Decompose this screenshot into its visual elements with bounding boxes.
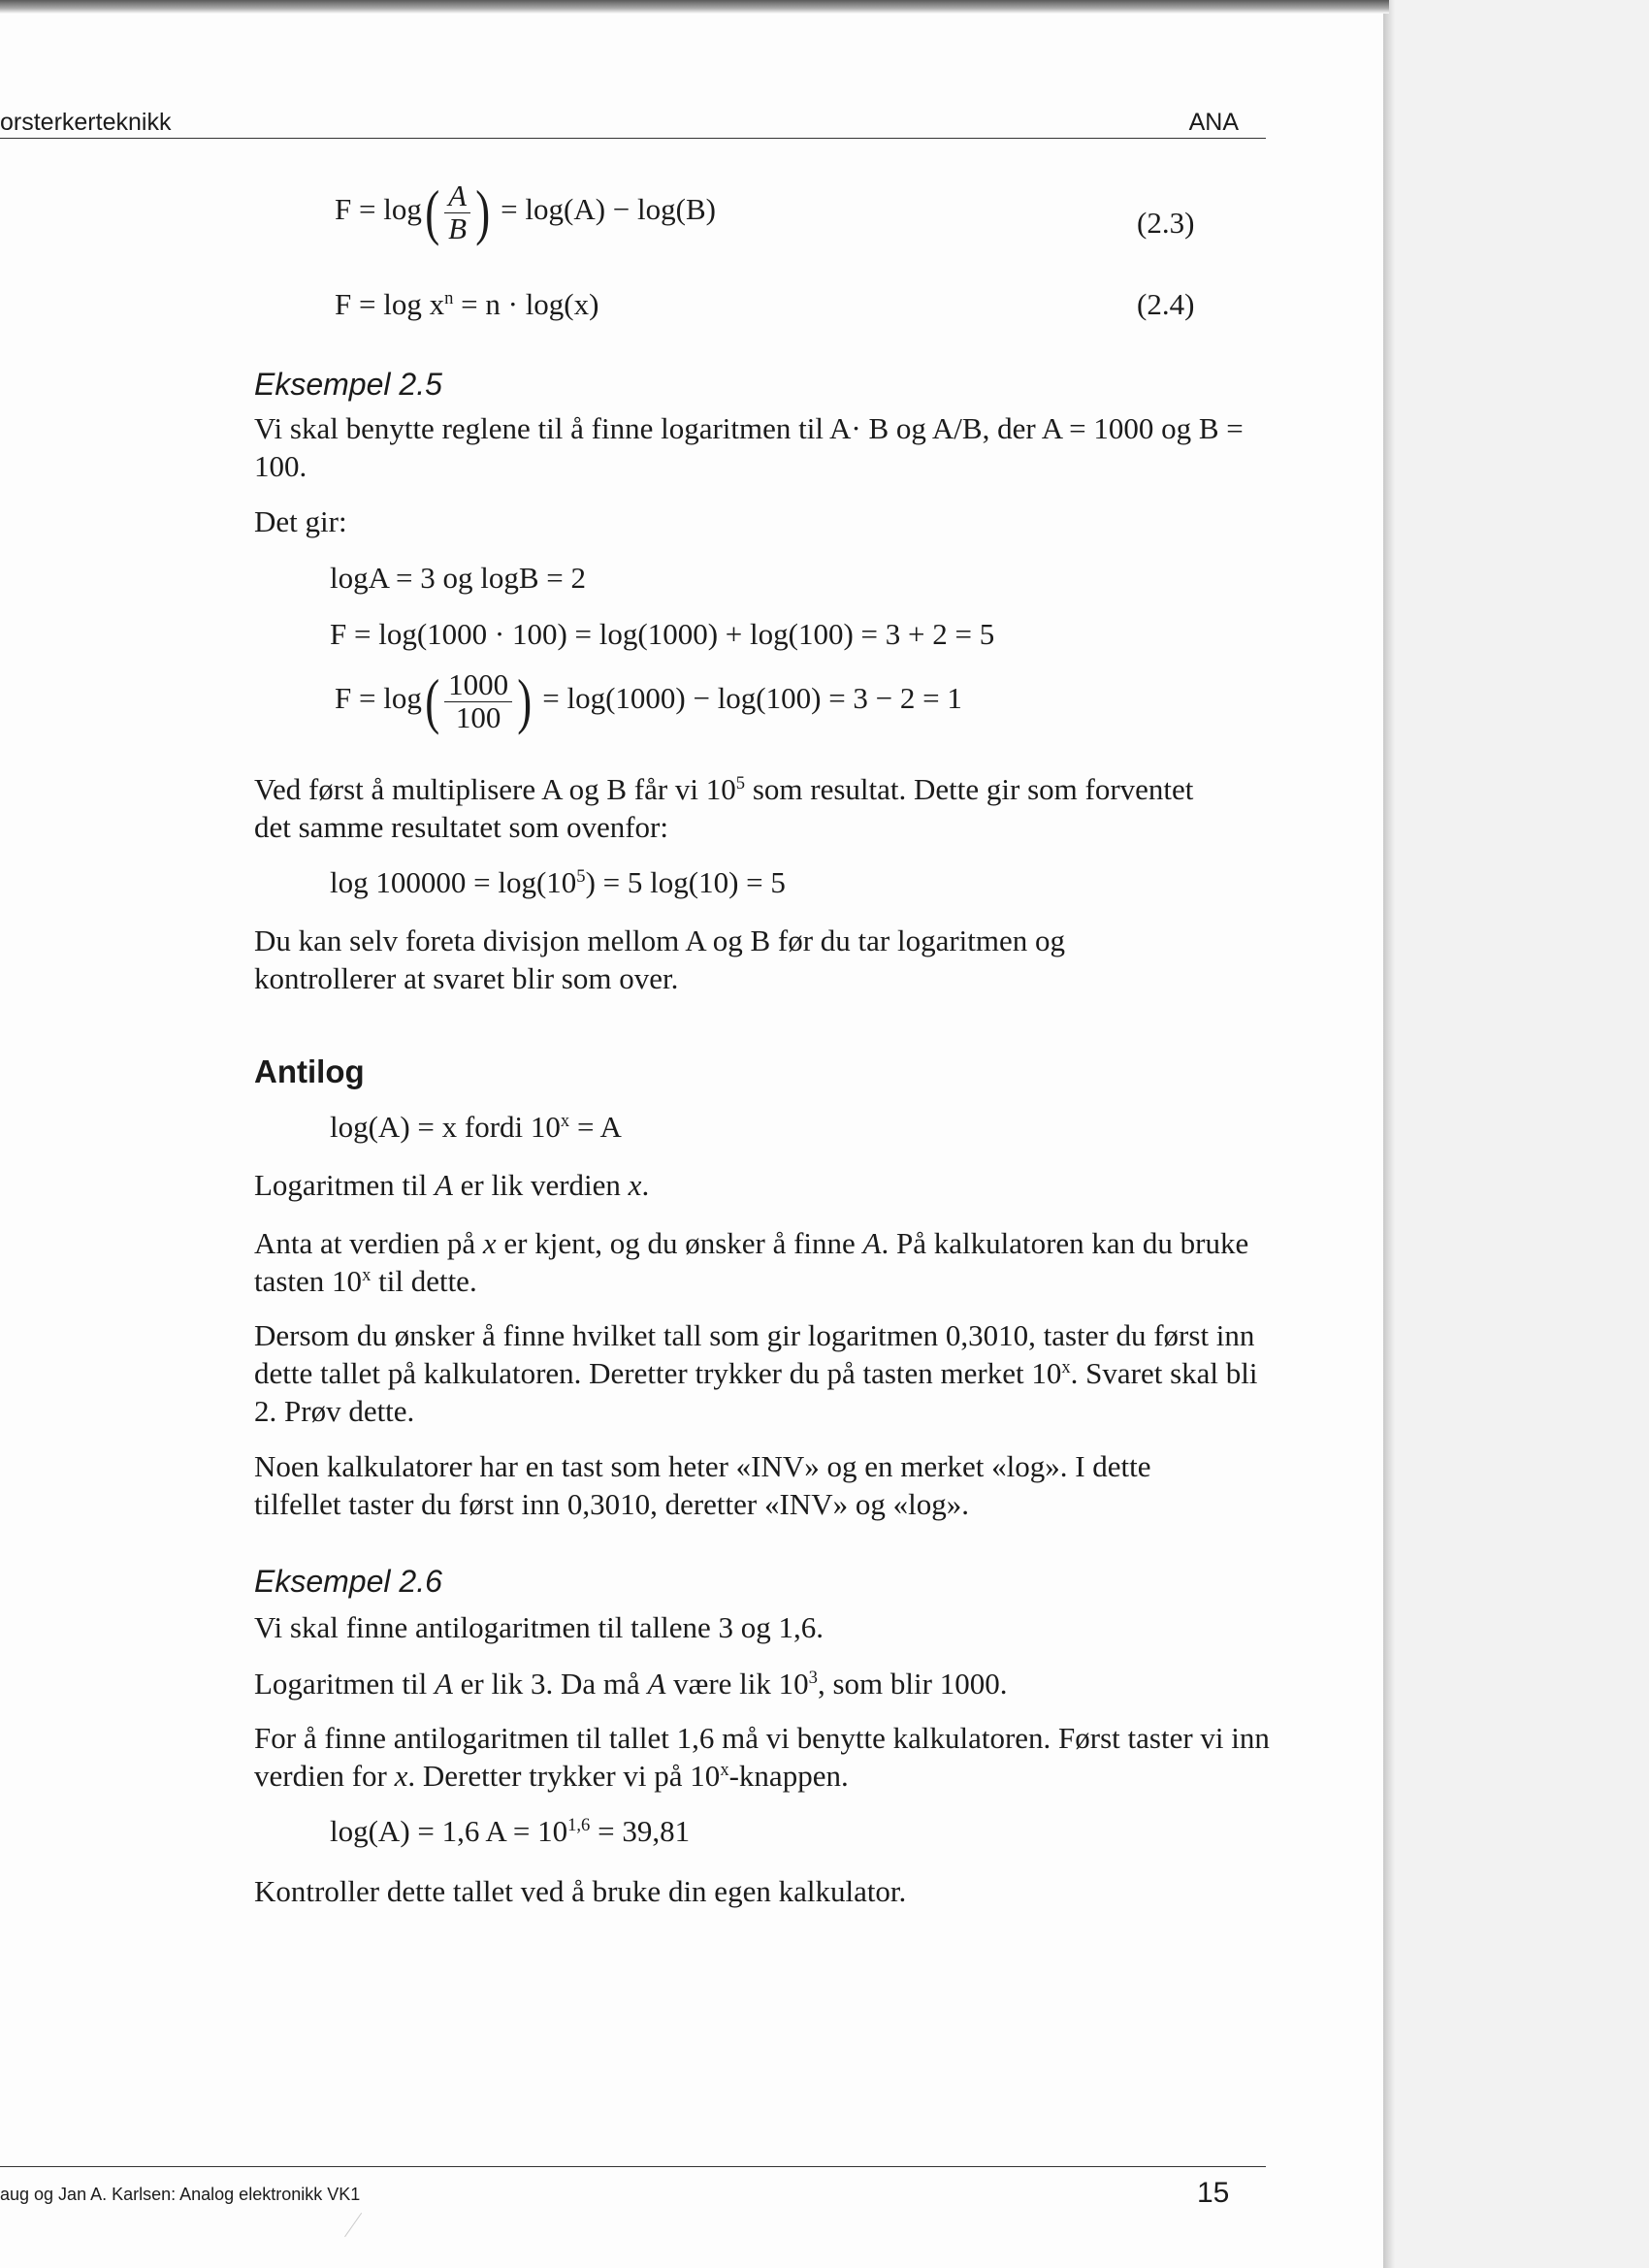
text: . På kalkulatoren kan du bruke tasten 10 [254, 1226, 1249, 1298]
eq-text-b: = 39,81 [590, 1814, 691, 1848]
paren-right: ) [517, 666, 533, 736]
antilog-heading: Antilog [254, 1053, 365, 1089]
example-2-6-paragraph-1: Vi skal finne antilogaritmen til tallene 3 og 1,6. [254, 1610, 824, 1644]
eq-number-2-3: (2.3) [1137, 206, 1195, 240]
text: Dersom du ønsker å finne hvilket tall som gir logaritmen 0,3010, taster du først inn dette tallet på kalkulatoren. Deretter trykker du på tasten merket 10 [254, 1318, 1255, 1390]
logline-a: log 100000 = log(10 [330, 865, 577, 899]
paren-right: ) [475, 178, 491, 247]
scan-top-edge [0, 0, 1389, 14]
quotient-lhs: F = log [335, 681, 422, 716]
antilog-paragraph-4: Noen kalkulatorer har en tast som heter «INV» og en merket «log». I dette tilfellet taster du først inn 0,3010, deretter «INV» og «log». [254, 1449, 1151, 1521]
multiply-paragraph [254, 770, 1224, 846]
quotient-numerator: 1000 [444, 669, 512, 702]
text: Logaritmen til [254, 1667, 435, 1701]
antilog-def-a: log(A) = x fordi 10 [330, 1110, 561, 1144]
example-2-5-intro: Vi skal benytte reglene til å finne logaritmen til A· B og A/B, der A = 1000 og B = 100. [254, 411, 1244, 483]
eq-number-2-4: (2.4) [1137, 287, 1195, 321]
text: . Svaret skal bli 2. Prøv dette. [254, 1356, 1258, 1428]
var-a: A [434, 1168, 453, 1202]
eq-exponent: 1,6 [567, 1814, 591, 1835]
running-header [0, 105, 1266, 139]
antilog-paragraph-3 [254, 1316, 1273, 1430]
var-a: A [434, 1667, 453, 1701]
antilog-paragraph-2 [254, 1224, 1253, 1300]
eq24-lhs: F = log x [335, 287, 445, 321]
eq-text-a: log(A) = 1,6 A = 10 [330, 1814, 568, 1848]
header-chapter: orsterkerteknikk [0, 109, 172, 136]
multiply-exponent: 5 [735, 772, 746, 794]
exponent: x [1061, 1356, 1071, 1377]
example-2-6-paragraph-2 [254, 1665, 1292, 1702]
footer-citation: aug og Jan A. Karlsen: Analog elektronikk VK1 [0, 2185, 361, 2204]
text: Anta at verdien på [254, 1226, 483, 1260]
antilog-def-exponent: x [560, 1110, 570, 1131]
text: er kjent, og du ønsker å finne [496, 1226, 863, 1260]
var-a: A [862, 1226, 882, 1260]
eq23-fraction [444, 180, 470, 244]
example-2-6-title: Eksempel 2.6 [254, 1564, 442, 1599]
text: være lik 10 [665, 1667, 809, 1701]
text: . Deretter trykker vi på 10 [407, 1759, 721, 1793]
quotient-rule-line [335, 666, 962, 736]
exponent: x [720, 1759, 729, 1780]
eq23-denominator: B [448, 211, 468, 245]
logline-exponent: 5 [576, 865, 586, 887]
eq23-numerator: A [444, 180, 470, 213]
quotient-fraction [444, 669, 512, 733]
quotient-denominator: 100 [455, 699, 501, 734]
var-x: x [482, 1226, 497, 1260]
multiply-text-a: Ved først å multiplisere A og B får vi 10 [254, 772, 736, 806]
example-2-6-paragraph-3 [254, 1719, 1282, 1795]
eq24-exponent: n [444, 287, 454, 308]
exponent: x [362, 1264, 372, 1285]
header-section: ANA [1188, 109, 1239, 136]
var-a: A [647, 1667, 666, 1701]
var-x: x [394, 1759, 408, 1793]
division-paragraph: Du kan selv foreta divisjon mellom A og B før du tar logaritmen og kontrollerer at svaret blir som over. [254, 923, 1066, 995]
quotient-rhs: = log(1000) − log(100) = 3 − 2 = 1 [542, 681, 962, 716]
eq23-rhs: = log(A) − log(B) [501, 192, 716, 227]
text: er lik 3. Da må [452, 1667, 648, 1701]
text: . [641, 1168, 650, 1202]
example-2-5-title: Eksempel 2.5 [254, 367, 442, 402]
text: -knappen. [728, 1759, 849, 1793]
page-edge [1383, 0, 1395, 2268]
det-gir: Det gir: [254, 504, 347, 538]
log-values-line: logA = 3 og logB = 2 [330, 561, 587, 595]
antilog-result-equation [330, 1814, 690, 1849]
var-x: x [628, 1168, 642, 1202]
exponent: 3 [808, 1667, 818, 1688]
logline-b: ) = 5 log(10) = 5 [585, 865, 786, 899]
product-rule-line: F = log(1000 · 100) = log(1000) + log(100) = 3 + 2 = 5 [330, 617, 995, 651]
log-100000-line [330, 865, 786, 900]
antilog-def-b: = A [569, 1110, 622, 1144]
example-2-6-paragraph-4: Kontroller dette tallet ved å bruke din egen kalkulator. [254, 1874, 907, 1908]
equation-2-4 [335, 287, 598, 322]
antilog-definition [330, 1110, 622, 1145]
text: , som blir 1000. [817, 1667, 1008, 1701]
text: til dette. [371, 1264, 477, 1298]
equation-2-3 [335, 178, 716, 247]
footer-rule [0, 2166, 1266, 2167]
paren-left: ( [425, 666, 439, 736]
paren-left: ( [425, 178, 439, 247]
text: For å finne antilogaritmen til tallet 1,6 må vi benytte kalkulatoren. Først taster vi inn verdien for [254, 1721, 1270, 1793]
antilog-paragraph-1 [254, 1166, 1292, 1204]
eq24-rhs: = n · log(x) [453, 287, 599, 321]
multiply-text-b: som resultat. Dette gir som forventet det samme resultatet som ovenfor: [254, 772, 1194, 844]
page-number: 15 [1197, 2177, 1230, 2209]
text: er lik verdien [452, 1168, 629, 1202]
text: Logaritmen til [254, 1168, 435, 1202]
eq23-lhs: F = log [335, 192, 422, 227]
